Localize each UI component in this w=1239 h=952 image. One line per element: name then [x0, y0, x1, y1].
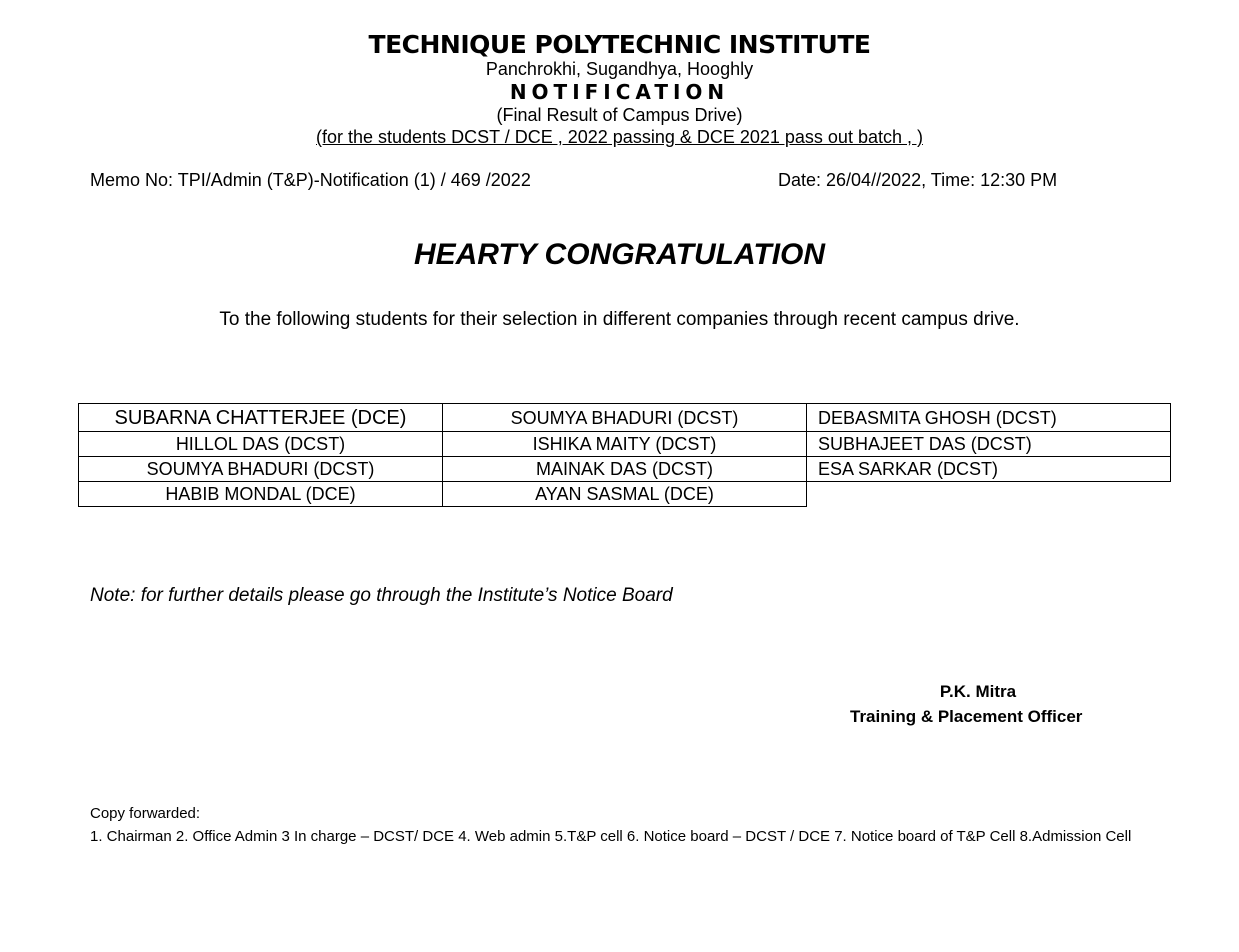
headline: HEARTY CONGRATULATION: [413, 238, 826, 271]
notification-subtitle: (Final Result of Campus Drive): [496, 105, 743, 125]
table-row: [79, 404, 1171, 432]
notification-heading: NOTIFICATION: [509, 80, 730, 104]
signatory-name: P.K. Mitra: [939, 682, 1017, 701]
student-cell: SUBHAJEET DAS (DCST): [807, 432, 1171, 457]
student-cell: HABIB MONDAL (DCE): [79, 482, 443, 507]
copy-forwarded-list: 1. Chairman 2. Office Admin 3 In charge – DCST/ DCE 4. Web admin 5.T&P cell 6. Notice board – DCST / DCE 7. Notice board of T&P Cell 8.Admission Cell: [90, 828, 1132, 845]
student-cell: ESA SARKAR (DCST): [807, 457, 1171, 482]
student-cell: AYAN SASMAL (DCE): [443, 482, 807, 507]
signatory-designation: Training & Placement Officer: [850, 707, 1083, 726]
table-row: [79, 457, 1171, 482]
memo-number: Memo No: TPI/Admin (T&P)-Notification (1) / 469 /2022: [90, 170, 531, 190]
batch-line: (for the students DCST / DCE , 2022 passing & DCE 2021 pass out batch , ): [316, 127, 923, 147]
student-cell: SOUMYA BHADURI (DCST): [443, 404, 807, 432]
institute-address: Panchrokhi, Sugandhya, Hooghly: [485, 59, 754, 79]
copy-forwarded-label: Copy forwarded:: [90, 805, 201, 822]
note-text: Note: for further details please go through the Institute’s Notice Board: [90, 585, 673, 606]
date-time: Date: 26/04//2022, Time: 12:30 PM: [778, 170, 1058, 190]
student-cell: SUBARNA CHATTERJEE (DCE): [79, 404, 443, 432]
student-cell: MAINAK DAS (DCST): [443, 457, 807, 482]
student-cell: ISHIKA MAITY (DCST): [443, 432, 807, 457]
student-cell: DEBASMITA GHOSH (DCST): [807, 404, 1171, 432]
student-cell: HILLOL DAS (DCST): [79, 432, 443, 457]
students-table: [78, 403, 1171, 507]
table-row: [79, 432, 1171, 457]
empty-cell: [807, 482, 1171, 507]
institute-name: TECHNIQUE POLYTECHNIC INSTITUTE: [368, 30, 871, 59]
student-cell: SOUMYA BHADURI (DCST): [79, 457, 443, 482]
intro-text: To the following students for their selection in different companies through recent campus drive.: [219, 309, 1020, 330]
table-row: [79, 482, 1171, 507]
